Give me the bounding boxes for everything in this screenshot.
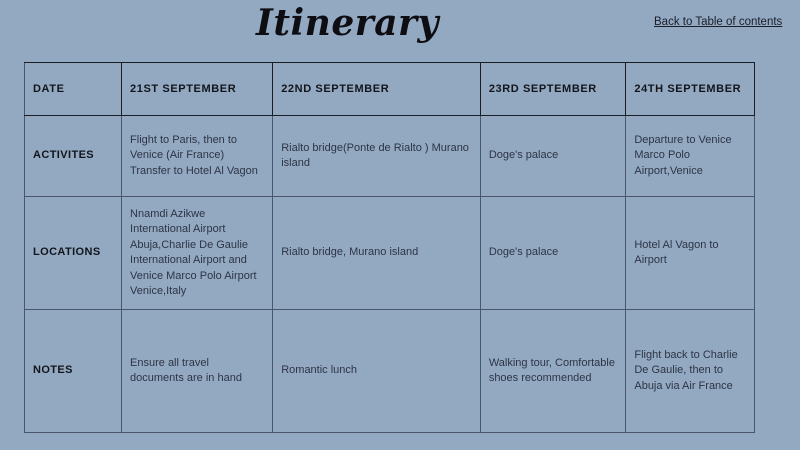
- table-cell: Departure to Venice Marco Polo Airport,Venice: [626, 116, 755, 197]
- header-day-1: 21ST SEPTEMBER: [122, 63, 273, 116]
- table-row-activities: [25, 116, 755, 197]
- header-day-2: 22ND SEPTEMBER: [273, 63, 481, 116]
- table-cell: Flight back to Charlie De Gaulie, then to Abuja via Air France: [626, 310, 755, 433]
- back-to-toc-link[interactable]: Back to Table of contents: [654, 16, 783, 28]
- table-cell: Rialto bridge(Ponte de Rialto ) Murano island: [273, 116, 481, 197]
- table-cell: Rialto bridge, Murano island: [273, 197, 481, 310]
- table-cell: Doge's palace: [480, 116, 626, 197]
- header-day-3: 23RD SEPTEMBER: [480, 63, 626, 116]
- table-cell: Hotel Al Vagon to Airport: [626, 197, 755, 310]
- table-cell: Nnamdi Azikwe International Airport Abuja,Charlie De Gaulie International Airport and Venice Marco Polo Airport Venice,Italy: [122, 197, 273, 310]
- row-label-notes: NOTES: [25, 310, 122, 433]
- header-date: DATE: [25, 63, 122, 116]
- page-title: Itinerary: [256, 2, 439, 44]
- itinerary-table: [24, 62, 755, 433]
- table-header-row: [25, 63, 755, 116]
- header-day-4: 24TH SEPTEMBER: [626, 63, 755, 116]
- row-label-locations: LOCATIONS: [25, 197, 122, 310]
- table-cell: Walking tour, Comfortable shoes recommended: [480, 310, 626, 433]
- row-label-activities: ACTIVITES: [25, 116, 122, 197]
- table-cell: Doge's palace: [480, 197, 626, 310]
- table-row-notes: [25, 310, 755, 433]
- table-row-locations: [25, 197, 755, 310]
- table-cell: Ensure all travel documents are in hand: [122, 310, 273, 433]
- table-cell: Romantic lunch: [273, 310, 481, 433]
- table-cell: Flight to Paris, then to Venice (Air France) Transfer to Hotel Al Vagon: [122, 116, 273, 197]
